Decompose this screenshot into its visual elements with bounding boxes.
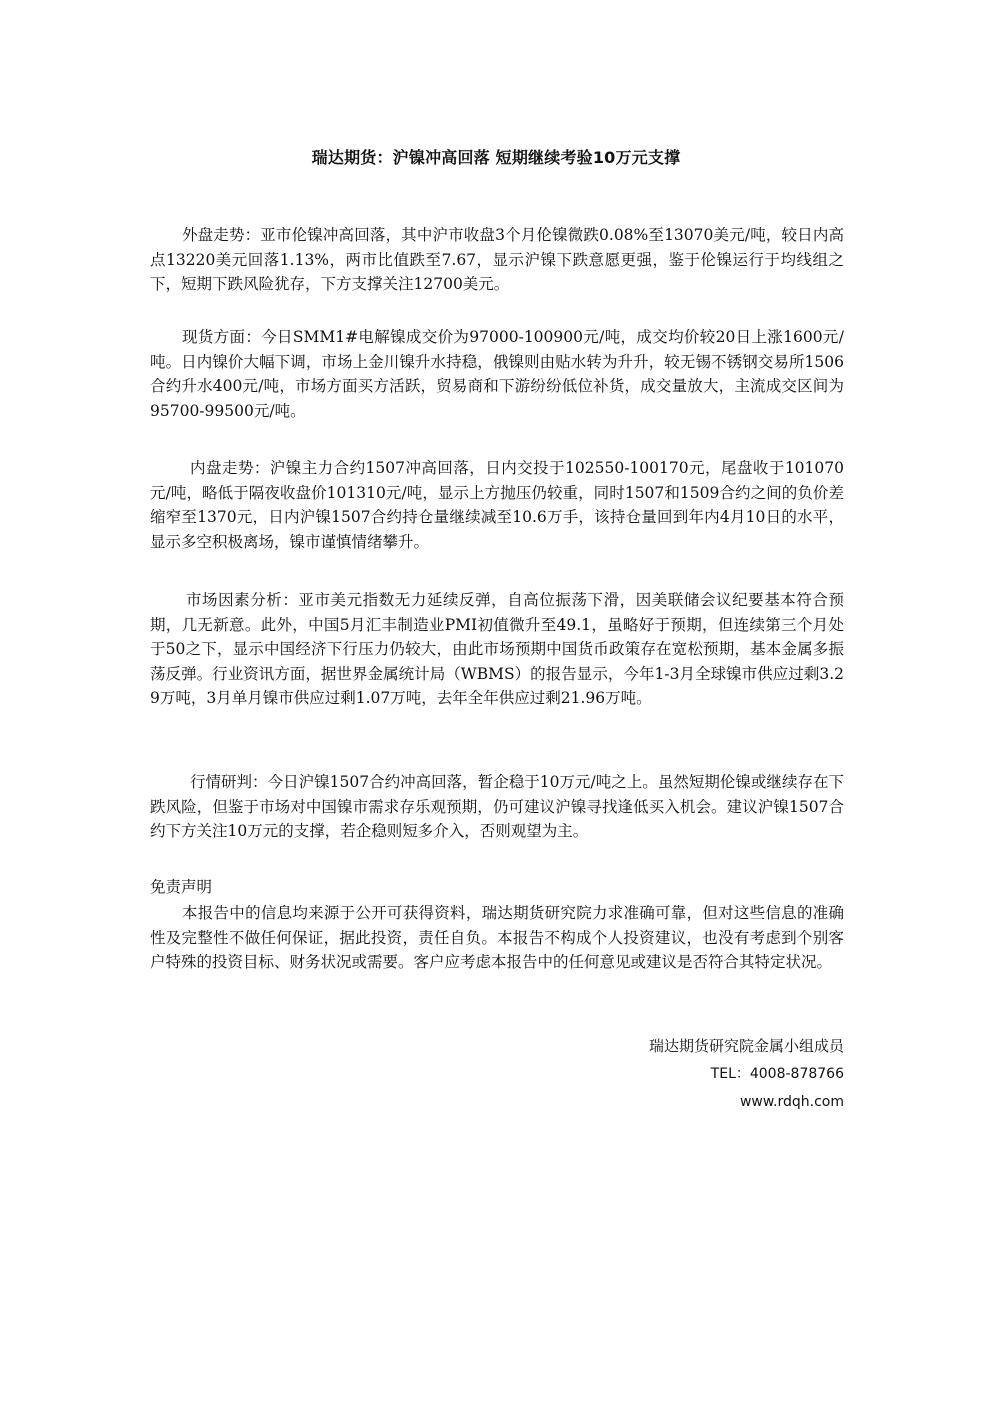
signature-website: www.rdqh.com [739, 1094, 844, 1110]
signature-block [649, 1032, 844, 1116]
document-title: 瑞达期货：沪镍冲高回落 短期继续考验10万元支撑 [311, 148, 681, 167]
signature-tel: TEL：4008-878766 [710, 1066, 844, 1082]
paragraph-outlook: 行情研判：今日沪镍1507合约冲高回落，暂企稳于10万元/吨之上。虽然短期伦镍或继续存在下跌风险，但鉴于市场对中国镍市需求存乐观预期，仍可建议沪镍寻找逢低买入机会。建议沪镍1507合约下方关注10万元的支撑，若企稳则短多介入，否则观望为主。 [150, 773, 844, 840]
paragraph-market-factors: 市场因素分析：亚市美元指数无力延续反弹，自高位振荡下滑，因美联储会议纪要基本符合预期，几无新意。此外，中国5月汇丰制造业PMI初值微升至49.1，虽略好于预期，但连续第三个月处于50之下，显示中国经济下行压力仍较大，由此市场预期中国货币政策存在宽松预期，基本金属多振荡反弹。行业资讯方面，据世界金属统计局（WBMS）的报告显示，今年1-3月全球镍市供应过剩3.29万吨，3月单月镍市供应过剩1.07万吨，去年全年供应过剩21.96万吨。 [150, 591, 844, 707]
paragraph-overseas-market: 外盘走势：亚市伦镍冲高回落，其中沪市收盘3个月伦镍微跌0.08%至13070美元/吨，较日内高点13220美元回落1.13%，两市比值跌至7.67，显示沪镍下跌意愿更强，鉴于伦镍运行于均线组之下，短期下跌风险犹存，下方支撑关注12700美元。 [150, 226, 844, 293]
paragraph-spot-market: 现货方面：今日SMM1#电解镍成交价为97000-100900元/吨，成交均价较20日上涨1600元/吨。日内镍价大幅下调，市场上金川镍升水持稳，俄镍则由贴水转为升升，较无锡不锈钢交易所1506合约升水400元/吨，市场方面买方活跃，贸易商和下游纷纷低位补货，成交量放大，主流成交区间为95700-99500元/吨。 [150, 328, 844, 420]
signature-org: 瑞达期货研究院金属小组成员 [648, 1037, 844, 1055]
disclaimer-heading: 免责声明 [150, 878, 213, 896]
paragraph-domestic-market: 内盘走势：沪镍主力合约1507冲高回落，日内交投于102550-100170元，尾盘收于101070元/吨，略低于隔夜收盘价101310元/吨，显示上方抛压仍较重，同时1507和1509合约之间的负价差缩窄至1370元，日内沪镍1507合约持仓量继续减至10.6万手，该持仓量回到年内4月10日的水平，显示多空积极离场，镍市谨慎情绪攀升。 [150, 459, 844, 551]
disclaimer-text: 本报告中的信息均来源于公开可获得资料，瑞达期货研究院力求准确可靠，但对这些信息的准确性及完整性不做任何保证，据此投资，责任自负。本报告不构成个人投资建议，也没有考虑到个别客户特殊的投资目标、财务状况或需要。客户应考虑本报告中的任何意见或建议是否符合其特定状况。 [150, 904, 844, 971]
